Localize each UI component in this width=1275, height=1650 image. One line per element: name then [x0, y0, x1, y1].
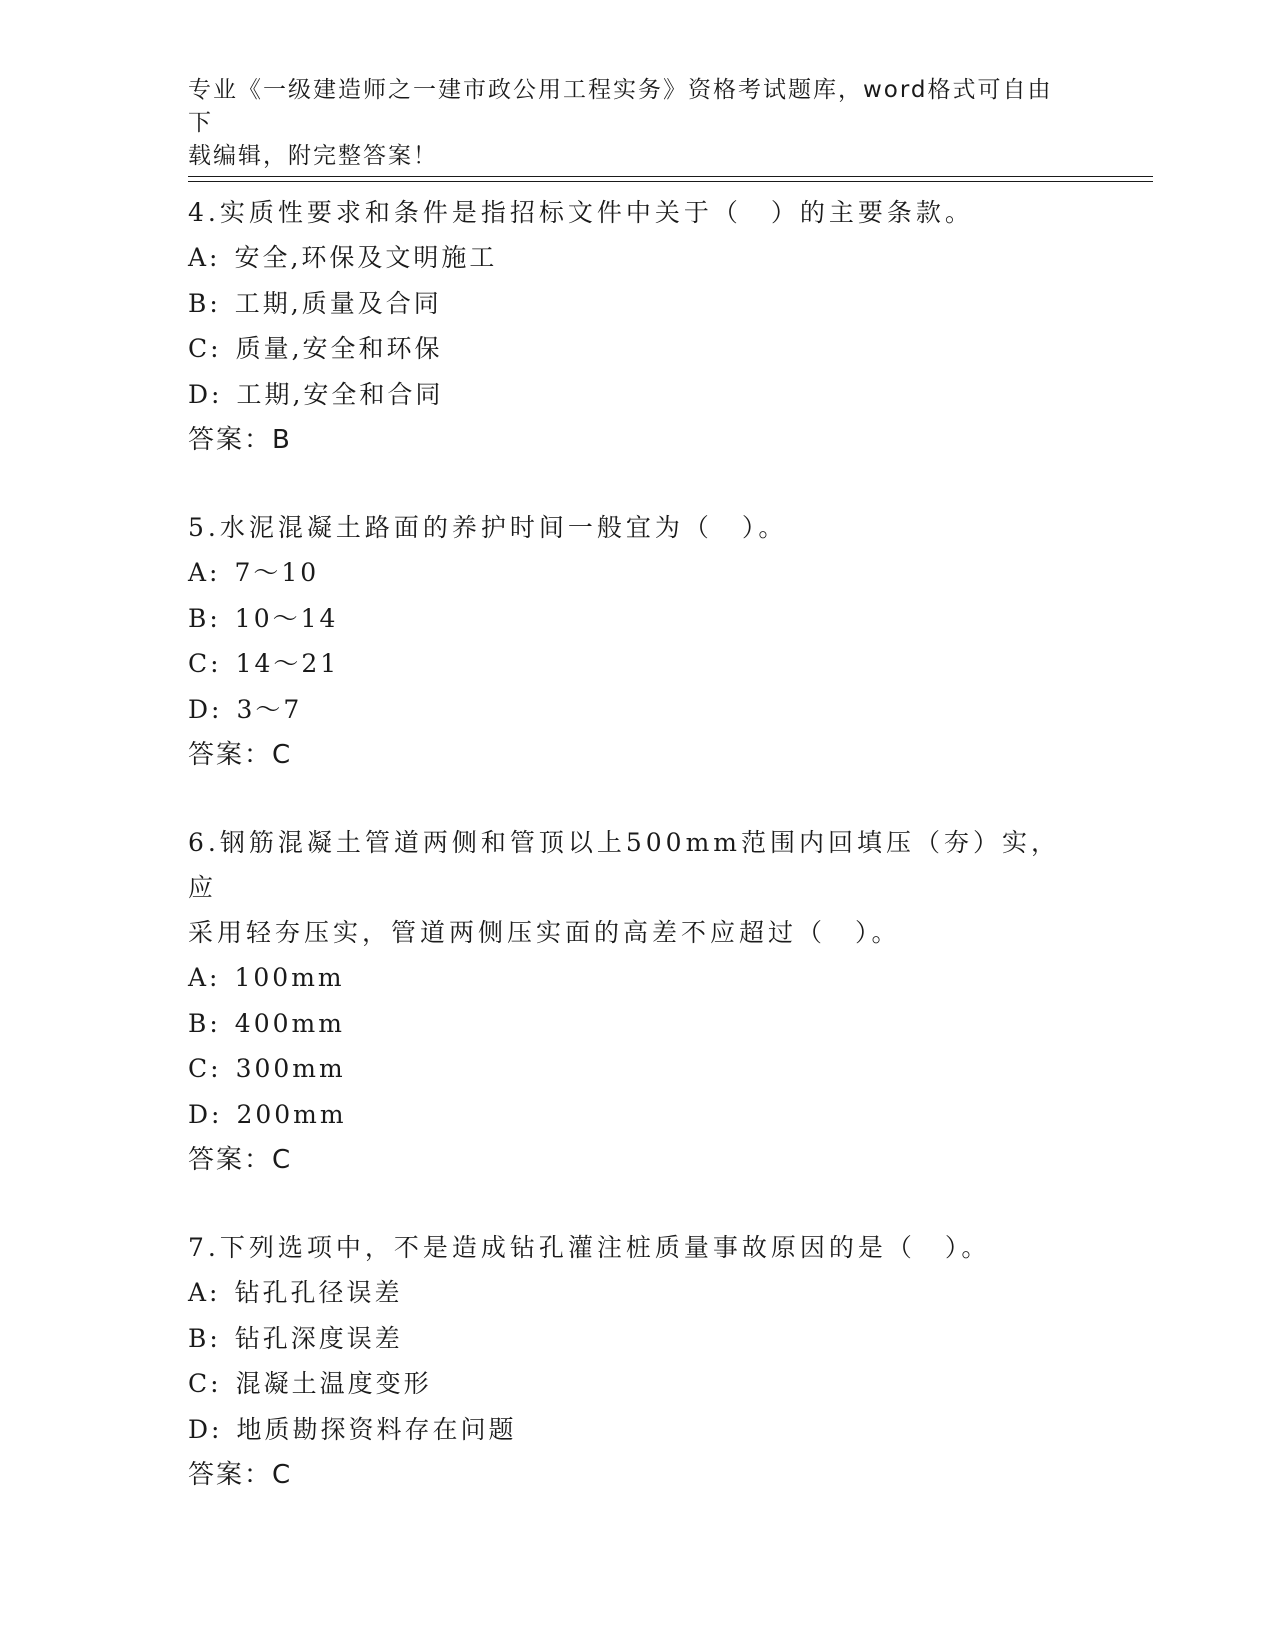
option-d — [188, 1407, 1088, 1453]
option-d — [188, 1092, 1088, 1138]
option-key: C: — [188, 334, 222, 363]
option-c — [188, 1361, 1088, 1407]
option-text: 质量,安全和环保 — [235, 334, 443, 363]
question-spacer — [188, 778, 1088, 820]
question-spacer — [188, 463, 1088, 505]
option-text: 400mm — [234, 1008, 345, 1038]
question-list — [188, 190, 1088, 1498]
option-key: D: — [188, 1099, 223, 1129]
header-line-1: 专业《一级建造师之一建市政公用工程实务》资格考试题库，word格式可自由下 — [188, 77, 1053, 136]
question-stem: 5.水泥混凝土路面的养护时间一般宜为（ ）。 — [188, 513, 788, 542]
option-text: 混凝土温度变形 — [235, 1369, 432, 1398]
option-text: 钻孔孔径误差 — [234, 1278, 403, 1307]
option-text: 钻孔深度误差 — [234, 1323, 403, 1353]
question-spacer — [188, 1183, 1088, 1225]
option-text: 工期,质量及合同 — [234, 288, 442, 318]
option-key: A: — [188, 558, 221, 587]
option-a — [188, 955, 1088, 1001]
option-b — [188, 281, 1088, 327]
option-key: C: — [188, 649, 222, 678]
option-text: 200mm — [236, 1099, 347, 1129]
option-d — [188, 372, 1088, 418]
option-key: A: — [188, 1278, 221, 1307]
option-key: B: — [188, 288, 221, 318]
header-divider-top — [188, 176, 1153, 177]
option-c — [188, 1046, 1088, 1092]
option-text: 地质勘探资料存在问题 — [236, 1414, 517, 1444]
option-b — [188, 1001, 1088, 1047]
option-key: D: — [188, 1414, 223, 1444]
option-key: D: — [188, 694, 223, 724]
option-a — [188, 1270, 1088, 1316]
option-d — [188, 687, 1088, 733]
question-stem: 7.下列选项中，不是造成钻孔灌注桩质量事故原因的是（ ）。 — [188, 1233, 991, 1262]
option-key: C: — [188, 1054, 222, 1083]
option-text: 工期,安全和合同 — [236, 379, 444, 409]
answer-line: 答案：B — [188, 425, 292, 455]
option-text: 7～10 — [234, 558, 320, 587]
option-text: 3～7 — [236, 694, 303, 724]
header-line-2: 载编辑，附完整答案！ — [188, 143, 438, 169]
option-text: 14～21 — [235, 649, 340, 678]
option-key: A: — [188, 963, 221, 992]
option-c — [188, 326, 1088, 372]
question-5 — [188, 505, 1088, 778]
answer-line: 答案：C — [188, 1145, 293, 1175]
option-b — [188, 596, 1088, 642]
document-header — [188, 74, 1068, 173]
option-text: 安全,环保及文明施工 — [234, 243, 498, 272]
option-key: A: — [188, 243, 221, 272]
option-text: 100mm — [234, 963, 345, 992]
option-text: 300mm — [235, 1054, 346, 1083]
option-key: D: — [188, 379, 223, 409]
option-key: C: — [188, 1369, 222, 1398]
option-key: B: — [188, 1008, 221, 1038]
answer-line: 答案：C — [188, 740, 293, 770]
question-stem-line-2: 采用轻夯压实，管道两侧压实面的高差不应超过（ ）。 — [188, 918, 901, 947]
answer-line: 答案：C — [188, 1460, 293, 1490]
question-stem: 4.实质性要求和条件是指招标文件中关于（ ）的主要条款。 — [188, 198, 974, 227]
option-c — [188, 641, 1088, 687]
question-stem-line-1: 6.钢筋混凝土管道两侧和管顶以上500mm范围内回填压（夯）实，应 — [188, 828, 1060, 902]
option-b — [188, 1316, 1088, 1362]
header-divider-bottom — [188, 181, 1153, 182]
option-text: 10～14 — [234, 603, 339, 633]
question-6 — [188, 820, 1088, 1183]
option-a — [188, 550, 1088, 596]
option-key: B: — [188, 1323, 221, 1353]
question-4 — [188, 190, 1088, 463]
option-a — [188, 235, 1088, 281]
question-7 — [188, 1225, 1088, 1498]
option-key: B: — [188, 603, 221, 633]
